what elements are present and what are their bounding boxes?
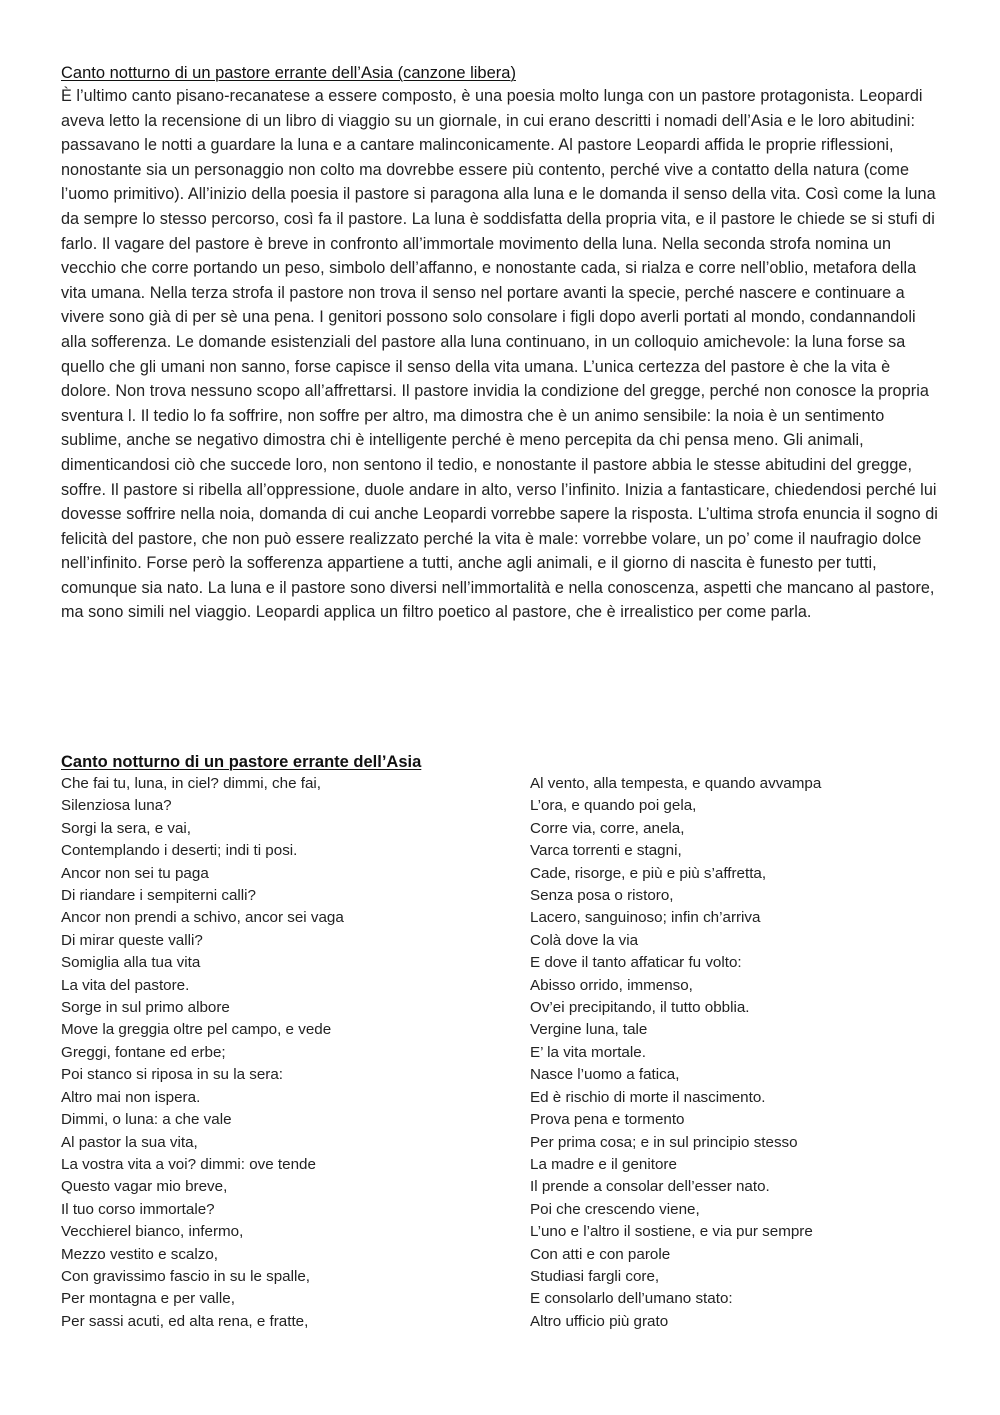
poem-verse: E consolarlo dell’umano stato: xyxy=(530,1290,733,1308)
poem-verse: Studiasi fargli core, xyxy=(530,1267,660,1285)
poem-verse: Varca torrenti e stagni, xyxy=(530,842,682,860)
poem-verse: Di riandare i sempiterni calli? xyxy=(61,887,256,905)
poem-verse: E dove il tanto affaticar fu volto: xyxy=(530,954,742,972)
poem-verse: Altro mai non ispera. xyxy=(61,1088,201,1106)
poem-verse: Ancor non prendi a schivo, ancor sei vaga xyxy=(61,909,344,927)
poem-verse: Dimmi, o luna: a che vale xyxy=(61,1111,232,1129)
poem-verse: L’uno e l’altro il sostiene, e via pur sempre xyxy=(530,1223,813,1241)
poem-verse: Silenziosa luna? xyxy=(61,797,172,815)
poem-verse: La madre e il genitore xyxy=(530,1155,677,1173)
poem-verse: Per montagna e per valle, xyxy=(61,1290,235,1308)
poem-verse: Somiglia alla tua vita xyxy=(61,954,201,972)
poem-verse: E’ la vita mortale. xyxy=(530,1043,646,1061)
poem-verse: Colà dove la via xyxy=(530,931,639,949)
poem-verse: Questo vagar mio breve, xyxy=(61,1178,228,1196)
poem-verse: Per sassi acuti, ed alta rena, e fratte, xyxy=(61,1312,309,1330)
poem-verse: Vecchierel bianco, infermo, xyxy=(61,1223,244,1241)
poem-left-column xyxy=(61,773,521,1333)
poem-verse: Con atti e con parole xyxy=(530,1245,671,1263)
poem-verse: Di mirar queste valli? xyxy=(61,931,203,949)
poem-verse: Ed è rischio di morte il nascimento. xyxy=(530,1088,766,1106)
poem-verse: La vita del pastore. xyxy=(61,976,190,994)
poem-verse: Ov’ei precipitando, il tutto obblia. xyxy=(530,999,750,1017)
poem-columns xyxy=(61,773,941,1353)
poem-verse: Il prende a consolar dell’esser nato. xyxy=(530,1178,770,1196)
poem-verse: Al pastor la sua vita, xyxy=(61,1133,198,1151)
poem-verse: Per prima cosa; e in sul principio stesso xyxy=(530,1133,798,1151)
poem-verse: Senza posa o ristoro, xyxy=(530,887,674,905)
poem-verse: Nasce l’uomo a fatica, xyxy=(530,1066,680,1084)
poem-verse: Move la greggia oltre pel campo, e vede xyxy=(61,1021,332,1039)
poem-section xyxy=(61,751,941,1353)
poem-verse: Abisso orrido, immenso, xyxy=(530,976,693,994)
poem-verse: Corre via, corre, anela, xyxy=(530,819,685,837)
poem-verse: Il tuo corso immortale? xyxy=(61,1200,215,1218)
poem-verse: Mezzo vestito e scalzo, xyxy=(61,1245,218,1263)
poem-title: Canto notturno di un pastore errante dell’Asia xyxy=(61,753,422,771)
poem-verse: Al vento, alla tempesta, e quando avvampa xyxy=(530,775,822,792)
poem-verse: Cade, risorge, e più e più s’affretta, xyxy=(530,864,767,882)
poem-verse: Altro ufficio più grato xyxy=(530,1312,669,1330)
poem-verse: Ancor non sei tu paga xyxy=(61,864,209,882)
poem-verse: Vergine luna, tale xyxy=(530,1021,648,1039)
poem-verse: Contemplando i deserti; indi ti posi. xyxy=(61,842,298,860)
poem-verse: Che fai tu, luna, in ciel? dimmi, che fai, xyxy=(61,775,321,792)
poem-verse: Sorgi la sera, e vai, xyxy=(61,819,191,837)
poem-right-column xyxy=(530,773,941,1333)
poem-verse: Lacero, sanguinoso; infin ch’arriva xyxy=(530,909,761,927)
poem-verse: Con gravissimo fascio in su le spalle, xyxy=(61,1267,311,1285)
commentary-title: Canto notturno di un pastore errante dell’Asia (canzone libera) xyxy=(61,64,516,82)
poem-verse: Sorge in sul primo albore xyxy=(61,999,230,1017)
commentary-section xyxy=(61,62,941,625)
commentary-paragraph: È l’ultimo canto pisano-recanatese a essere composto, è una poesia molto lunga con un pastore protagonista. Leopardi aveva letto la recensione di un libro di viaggio su un giornale, in cui erano descritti i nomadi dell’Asia e le loro abitudini: passavano le notti a guardare la luna e a cantare malinconicamente. Al pastore Leopardi affida le proprie riflessioni, nonostante sia un personaggio non colto ma dovrebbe essere più contento, perché vive a contatto della natura (come l’uomo primitivo). All’inizio della poesia il pastore si paragona alla luna e le domanda il senso della vita. Così come la luna da sempre lo stesso percorso, così fa il pastore. La luna è soddisfatta della propria vita, e il pastore le chiede se si stufi di farlo. Il vagare del pastore è breve in confronto all’immortale movimento della luna. Nella seconda strofa nomina un vecchio che corre portando un peso, simbolo dell’affanno, e nonostante cada, si rialza e corre nell’oblio, metafora della vita umana. Nella terza strofa il pastore non trova il senso nel portare avanti la specie, perché nascere e continuare a vivere sono già di per sè una pena. I genitori possono solo consolare i figli dopo averli portati al mondo, condannandoli alla sofferenza. Le domande esistenziali del pastore alla luna continuano, in un colloquio amichevole: la luna forse sa quello che gli umani non sanno, forse capisce il senso della vita umana. L’unica certezza del pastore è che la vita è dolore. Non trova nessuno scopo all’affrettarsi. Il pastore invidia la condizione del gregge, perché non conosce la propria sventura l. Il tedio lo fa soffrire, non soffre per altro, ma dimostra che è un animo sensibile: la noia è un sentimento sublime, anche se negativo dimostra chi è intelligente perché è meno percepita da chi pensa meno. Gli animali, dimenticandosi ciò che succede loro, non sentono il tedio, e nonostante il pastore abbia le stesse abitudini del gregge, soffre. Il pastore si ribella all’oppressione, duole andare in alto, verso l’infinito. Inizia a fantasticare, chiedendosi perché lui dovesse soffrire nella noia, domanda di cui anche Leopardi vorrebbe sapere la risposta. L’ultima strofa enuncia il sogno di felicità del pastore, che non può essere realizzato perché la vita è male: vorrebbe volare, un po’ come il naufragio dolce nell’infinito. Forse però la sofferenza appartiene a tutti, anche agli animali, e il giorno di nascita è funesto per tutti, comunque sia nato. La luna e il pastore sono diversi nell’immortalità e nella conoscenza, aspetti che mancano al pastore, ma sono simili nel viaggio. Leopardi applica un filtro poetico al pastore, che è irrealistico per come parla. xyxy=(61,87,938,622)
poem-verse: Poi che crescendo viene, xyxy=(530,1200,700,1218)
poem-verse: Poi stanco si riposa in su la sera: xyxy=(61,1066,284,1084)
poem-verse: La vostra vita a voi? dimmi: ove tende xyxy=(61,1155,316,1173)
poem-verse: L’ora, e quando poi gela, xyxy=(530,797,697,815)
poem-verse: Prova pena e tormento xyxy=(530,1111,685,1129)
poem-verse: Greggi, fontane ed erbe; xyxy=(61,1043,226,1061)
